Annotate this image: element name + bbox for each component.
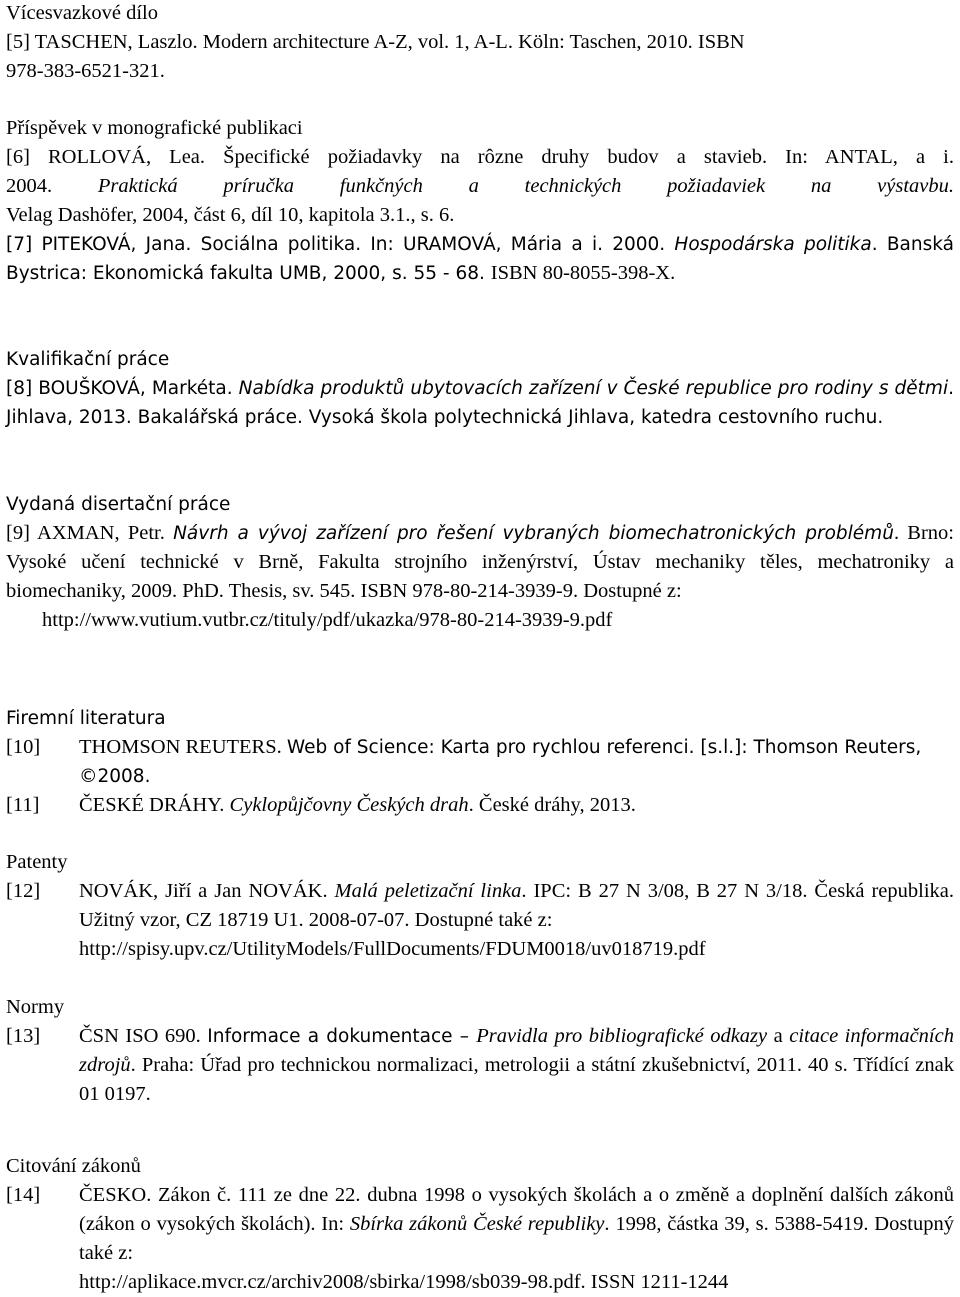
section-heading-patents: Patenty — [6, 851, 68, 873]
reference-9-body — [6, 519, 954, 606]
reference-6-line-3: Velag Dashöfer, 2004, část 6, díl 10, kapitola 3.1., s. 6. — [6, 204, 455, 226]
reference-11-title: Cyklopůjčovny Českých drah — [229, 794, 469, 816]
reference-5-line-2: 978-383-6521-321. — [6, 60, 165, 82]
reference-13-body — [79, 1022, 954, 1109]
reference-7-body: . Banská Bystrica: Ekonomická fakulta UMB, 2000, s. 55 - 68. — [6, 234, 954, 284]
reference-11-lead: ČESKÉ DRÁHY. — [79, 794, 230, 816]
reference-13-title-2: citace informačních zdrojů — [79, 1025, 954, 1076]
reference-9 — [6, 519, 954, 635]
reference-7-title: Hospodárska politika — [674, 234, 872, 255]
reference-5-line-1: [5] TASCHEN, Laszlo. Modern architecture A-Z, vol. 1, A-L. Köln: Taschen, 2010. ISBN — [6, 31, 745, 53]
reference-9-lead: [9] AXMAN, Petr. — [6, 522, 174, 544]
reference-13-number: [13] — [6, 1025, 41, 1047]
reference-7 — [6, 230, 954, 288]
reference-7-lead: [7] PITEKOVÁ, Jana. Sociálna politika. In: URAMOVÁ, Mária a i. 2000. — [6, 234, 675, 255]
reference-9-title: Návrh a vývoj zařízení pro řešení vybraných biomechatronických problémů — [173, 523, 894, 544]
reference-12-lead: NOVÁK, Jiří a Jan NOVÁK. — [79, 880, 335, 902]
reference-12-url[interactable]: http://spisy.upv.cz/UtilityModels/FullDocuments/FDUM0018/uv018719.pdf — [79, 938, 706, 960]
reference-6-year: 2004. — [6, 175, 98, 197]
section-heading-qualification: Kvalifikační práce — [6, 349, 170, 370]
reference-13-text-3: . Praha: Úřad pro technickou normalizaci, metrologii a státní zkušebnictví, 2011. 40 s. Třídící znak 01 0197. — [79, 1054, 954, 1105]
section-heading-monograph: Příspěvek v monografické publikaci — [6, 117, 303, 139]
section-heading-standards: Normy — [6, 996, 65, 1018]
reference-11-body — [79, 791, 954, 820]
reference-12-number: [12] — [6, 880, 41, 902]
reference-14-lead: ČESKO. Zákon č. 111 ze dne 22. dubna 1998 o vysokých školách a o změně a doplnění dalších zákonů (zákon o vysokých školách). In: — [79, 1184, 954, 1235]
reference-5 — [6, 28, 954, 86]
reference-13-title-1: Pravidla pro bibliografické odkazy — [476, 1025, 768, 1047]
section-heading-laws: Citování zákonů — [6, 1155, 141, 1177]
reference-14 — [6, 1181, 954, 1297]
reference-12-text: . IPC: B 27 N 3/08, B 27 N 3/18. Česká republika. Užitný vzor, CZ 18719 U1. 2008-07-07. Dostupné také z: — [79, 880, 954, 931]
reference-8-title: Nabídka produktů ubytovacích zařízení v České republice pro rodiny s dětmi — [238, 378, 949, 399]
reference-11 — [6, 791, 954, 820]
reference-11-text: . České dráhy, 2013. — [468, 794, 636, 816]
reference-10-number: [10] — [6, 736, 41, 758]
reference-13-lead: ČSN ISO 690. — [79, 1025, 208, 1047]
reference-14-body — [79, 1181, 954, 1297]
reference-13-text-2: a — [767, 1025, 790, 1047]
reference-8 — [6, 374, 954, 432]
reference-7-isbn: ISBN 80-8055-398-X. — [490, 262, 676, 284]
reference-12-body — [79, 877, 954, 964]
reference-8-body: . Jihlava, 2013. Bakalářská práce. Vysoká škola polytechnická Jihlava, katedra cestovního ruchu. — [6, 378, 954, 428]
reference-12-title: Malá peletizační linka — [334, 880, 522, 902]
reference-9-text: . Brno: Vysoké učení technické v Brně, Fakulta strojního inženýrství, Ústav mechaniky těles, mechatroniky a biomechaniky, 2009. PhD. Thesis, sv. 545. ISBN 978-80-214-3939-9. Dostupné z: — [6, 522, 955, 602]
reference-12 — [6, 877, 954, 964]
reference-14-title: Sbírka zákonů České republiky — [349, 1213, 605, 1235]
section-heading-company: Firemní literatura — [6, 708, 166, 729]
reference-14-number: [14] — [6, 1184, 41, 1206]
reference-14-url[interactable]: http://aplikace.mvcr.cz/archiv2008/sbirka/1998/sb039-98.pdf. ISSN 1211-1244 — [79, 1271, 729, 1293]
reference-6 — [6, 143, 954, 230]
reference-10 — [6, 733, 954, 791]
section-heading-dissertation: Vydaná disertační práce — [6, 494, 231, 515]
reference-6-title: Praktická príručka funkčných a technických požiadaviek na výstavbu. — [97, 175, 954, 197]
reference-8-lead: [8] BOUŠKOVÁ, Markéta. — [6, 378, 239, 399]
reference-13 — [6, 1022, 954, 1109]
reference-13-text-1: Informace a dokumentace – — [207, 1026, 477, 1047]
reference-9-url[interactable]: http://www.vutium.vutbr.cz/tituly/pdf/ukazka/978-80-214-3939-9.pdf — [42, 609, 613, 631]
reference-14-text: . 1998, částka 39, s. 5388-5419. Dostupný také z: — [79, 1213, 954, 1264]
section-heading-multi-volume: Vícesvazkové dílo — [6, 2, 158, 24]
reference-6-line-1: [6] ROLLOVÁ, Lea. Špecifické požiadavky na rôzne druhy budov a stavieb. In: ANTAL, a i. — [6, 146, 954, 168]
reference-10-body — [79, 733, 954, 791]
reference-11-number: [11] — [6, 794, 40, 816]
reference-10-lead: THOMSON REUTERS. — [79, 736, 287, 758]
reference-6-line-2 — [6, 172, 954, 201]
reference-10-text: Web of Science: Karta pro rychlou referenci. [s.l.]: Thomson Reuters, ©2008. — [79, 737, 922, 787]
